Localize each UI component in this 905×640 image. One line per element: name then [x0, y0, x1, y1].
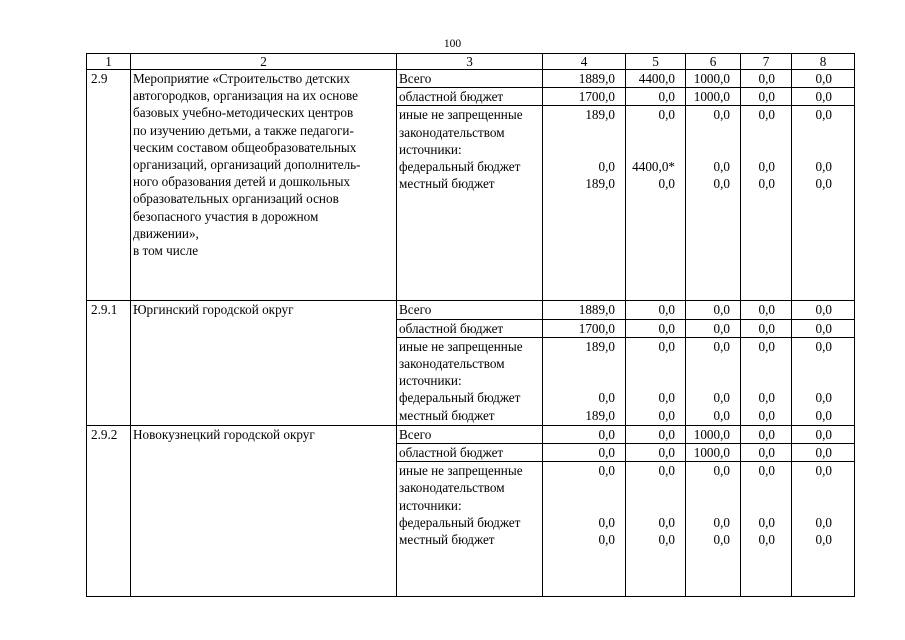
other-sources-label-line: источники:	[399, 373, 462, 389]
federal-budget-value: 0,0	[658, 390, 675, 406]
other-sources-value: 0,0	[598, 463, 615, 479]
source-total-label: Всего	[397, 70, 543, 88]
description-line: по изучению детьми, а также педагоги-	[133, 122, 354, 138]
source-regional-label: областной бюджет	[397, 88, 543, 106]
spacer	[626, 141, 675, 158]
spacer	[543, 355, 615, 372]
spacer	[686, 479, 730, 496]
value-cell: 1000,0	[686, 444, 741, 462]
local-budget-value: 0,0	[758, 531, 775, 547]
other-sources-value: 0,0	[713, 107, 730, 123]
source-regional-label: областной бюджет	[397, 319, 543, 337]
value-cell: 0,0	[543, 444, 626, 462]
federal-budget-value: 0,0	[758, 390, 775, 406]
value-cell-stack	[686, 462, 741, 597]
value-cell: 0,0	[741, 70, 792, 88]
local-budget-value: 0,0	[658, 407, 675, 423]
other-sources-label-line: законодательством	[399, 480, 505, 496]
local-budget-value: 0,0	[815, 531, 832, 547]
value-cell-stack	[626, 106, 686, 301]
local-budget-label: местный бюджет	[399, 176, 495, 192]
other-sources-value: 0,0	[758, 463, 775, 479]
value-cell: 0,0	[741, 88, 792, 106]
federal-budget-value: 0,0	[815, 390, 832, 406]
description-line: в том числе	[133, 242, 199, 258]
value-cell: 0,0	[626, 319, 686, 337]
local-budget-value: 0,0	[758, 407, 775, 423]
source-other-labels	[397, 462, 543, 597]
spacer	[741, 141, 775, 158]
spacer	[792, 141, 832, 158]
value-cell: 0,0	[543, 425, 626, 443]
local-budget-label: местный бюджет	[399, 407, 495, 423]
federal-budget-value: 0,0	[758, 158, 775, 174]
spacer	[626, 497, 675, 514]
description-line: автогородков, организация на их основе	[133, 88, 358, 104]
other-sources-value: 0,0	[815, 338, 832, 354]
other-sources-value: 0,0	[815, 463, 832, 479]
local-budget-value: 0,0	[758, 176, 775, 192]
spacer	[543, 479, 615, 496]
description-line: базовых учебно-методических центров	[133, 105, 354, 121]
value-cell: 1889,0	[543, 301, 626, 319]
value-cell-stack	[741, 106, 792, 301]
spacer	[741, 372, 775, 389]
description-line: ческим составом общеобразовательных	[133, 139, 357, 155]
description-line: Мероприятие «Строительство детских	[133, 71, 350, 86]
header-row	[87, 54, 855, 70]
local-budget-value: 0,0	[658, 531, 675, 547]
spacer	[741, 355, 775, 372]
federal-budget-value: 0,0	[713, 514, 730, 530]
value-cell: 0,0	[741, 301, 792, 319]
other-sources-value: 0,0	[658, 338, 675, 354]
local-budget-label: местный бюджет	[399, 531, 495, 547]
value-cell-stack	[741, 462, 792, 597]
value-cell: 0,0	[626, 425, 686, 443]
item-description	[131, 70, 397, 301]
spacer	[686, 355, 730, 372]
value-cell-stack	[792, 106, 855, 301]
header-col-5: 5	[626, 54, 686, 70]
spacer	[543, 141, 615, 158]
other-sources-label-line: источники:	[399, 141, 462, 157]
value-cell: 0,0	[741, 425, 792, 443]
value-cell-stack	[626, 337, 686, 425]
local-budget-value: 0,0	[598, 531, 615, 547]
value-cell: 1000,0	[686, 70, 741, 88]
value-cell: 0,0	[741, 319, 792, 337]
spacer	[626, 355, 675, 372]
value-cell: 0,0	[792, 425, 855, 443]
spacer	[626, 124, 675, 141]
federal-budget-value: 0,0	[758, 514, 775, 530]
other-sources-value: 0,0	[713, 338, 730, 354]
value-cell: 1889,0	[543, 70, 626, 88]
value-cell: 4400,0	[626, 70, 686, 88]
federal-budget-value: 0,0	[713, 390, 730, 406]
source-total-label: Всего	[397, 301, 543, 319]
spacer	[792, 355, 832, 372]
other-sources-value: 0,0	[658, 107, 675, 123]
page-number: 100	[443, 38, 462, 50]
local-budget-value: 0,0	[658, 176, 675, 192]
local-budget-value: 0,0	[815, 407, 832, 423]
spacer	[543, 497, 615, 514]
source-other-labels	[397, 337, 543, 425]
other-sources-value: 189,0	[585, 107, 615, 123]
spacer	[792, 124, 832, 141]
description-line: ного образования детей и дошкольных	[133, 174, 351, 190]
local-budget-value: 0,0	[815, 176, 832, 192]
value-cell-stack	[686, 337, 741, 425]
value-cell: 1000,0	[686, 88, 741, 106]
spacer	[686, 372, 730, 389]
local-budget-value: 0,0	[713, 176, 730, 192]
other-sources-label-line: законодательством	[399, 124, 505, 140]
spacer	[686, 124, 730, 141]
header-col-8: 8	[792, 54, 855, 70]
description-line: организаций, организаций дополнитель-	[133, 156, 361, 172]
value-cell-stack	[741, 337, 792, 425]
federal-budget-value: 0,0	[815, 514, 832, 530]
value-cell-stack	[626, 462, 686, 597]
federal-budget-value: 0,0	[815, 158, 832, 174]
federal-budget-label: федеральный бюджет	[399, 158, 521, 174]
item-number: 2.9.1	[87, 301, 131, 425]
value-cell: 0,0	[626, 444, 686, 462]
spacer	[741, 497, 775, 514]
other-sources-label-line: источники:	[399, 497, 462, 513]
other-sources-label-line: иные не запрещенные	[399, 338, 523, 354]
header-col-3: 3	[397, 54, 543, 70]
other-sources-value: 0,0	[758, 107, 775, 123]
header-col-6: 6	[686, 54, 741, 70]
header-col-7: 7	[741, 54, 792, 70]
other-sources-value: 189,0	[585, 338, 615, 354]
description-line: безопасного участия в дорожном	[133, 208, 319, 224]
spacer	[792, 372, 832, 389]
spacer	[792, 479, 832, 496]
local-budget-value: 189,0	[585, 176, 615, 192]
spacer	[543, 372, 615, 389]
value-cell: 0,0	[626, 88, 686, 106]
spacer	[741, 479, 775, 496]
value-cell-stack	[543, 462, 626, 597]
value-cell-stack	[792, 337, 855, 425]
local-budget-value: 189,0	[585, 407, 615, 423]
section-total-row	[87, 70, 855, 88]
spacer	[626, 479, 675, 496]
other-sources-value: 0,0	[758, 338, 775, 354]
section-total-row	[87, 301, 855, 319]
header-col-1: 1	[87, 54, 131, 70]
section-total-row	[87, 425, 855, 443]
value-cell-stack	[792, 462, 855, 597]
federal-budget-value: 0,0	[598, 514, 615, 530]
description-line: образовательных организаций основ	[133, 191, 339, 207]
other-sources-value: 0,0	[658, 463, 675, 479]
description-line: Новокузнецкий городской округ	[133, 426, 315, 442]
local-budget-value: 0,0	[713, 531, 730, 547]
value-cell-stack	[686, 106, 741, 301]
local-budget-value: 0,0	[713, 407, 730, 423]
value-cell: 0,0	[792, 444, 855, 462]
source-total-label: Всего	[397, 425, 543, 443]
value-cell-stack	[543, 337, 626, 425]
header-col-2: 2	[131, 54, 397, 70]
value-cell: 0,0	[686, 319, 741, 337]
spacer	[626, 372, 675, 389]
other-sources-label-line: законодательством	[399, 356, 505, 371]
budget-table	[86, 53, 855, 597]
source-other-labels	[397, 106, 543, 301]
federal-budget-label: федеральный бюджет	[399, 514, 521, 530]
spacer	[792, 497, 832, 514]
value-cell: 0,0	[792, 301, 855, 319]
other-sources-value: 0,0	[713, 463, 730, 479]
value-cell: 0,0	[626, 301, 686, 319]
source-regional-label: областной бюджет	[397, 444, 543, 462]
other-sources-label-line: иные не запрещенные	[399, 463, 523, 479]
spacer	[686, 141, 730, 158]
federal-budget-value: 0,0	[598, 390, 615, 406]
value-cell-stack	[543, 106, 626, 301]
other-sources-value: 0,0	[815, 107, 832, 123]
other-sources-label-line: иные не запрещенные	[399, 107, 523, 123]
value-cell: 0,0	[792, 88, 855, 106]
item-description	[131, 425, 397, 596]
header-col-4: 4	[543, 54, 626, 70]
description-line: движении»,	[133, 225, 199, 241]
description-line: Юргинский городской округ	[133, 302, 294, 318]
federal-budget-value: 4400,0*	[632, 158, 675, 174]
spacer	[741, 124, 775, 141]
value-cell: 1000,0	[686, 425, 741, 443]
value-cell: 0,0	[686, 301, 741, 319]
federal-budget-value: 0,0	[713, 158, 730, 174]
federal-budget-label: федеральный бюджет	[399, 390, 521, 406]
spacer	[686, 497, 730, 514]
value-cell: 1700,0	[543, 88, 626, 106]
federal-budget-value: 0,0	[598, 158, 615, 174]
value-cell: 0,0	[792, 70, 855, 88]
federal-budget-value: 0,0	[658, 514, 675, 530]
item-number: 2.9.2	[87, 425, 131, 596]
value-cell: 0,0	[741, 444, 792, 462]
value-cell: 1700,0	[543, 319, 626, 337]
spacer	[543, 124, 615, 141]
item-number: 2.9	[87, 70, 131, 301]
value-cell: 0,0	[792, 319, 855, 337]
item-description	[131, 301, 397, 425]
